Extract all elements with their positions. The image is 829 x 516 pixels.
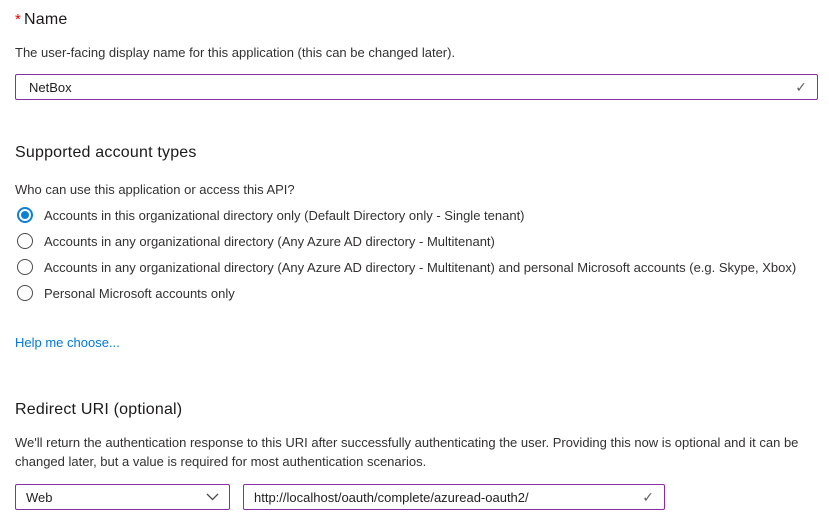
account-type-option-multitenant[interactable] [15, 233, 818, 249]
redirect-uri-title: Redirect URI (optional) [15, 401, 183, 418]
required-asterisk: * [15, 11, 22, 28]
account-type-option-personal-only[interactable] [15, 285, 818, 301]
redirect-uri-input[interactable] [243, 484, 665, 510]
account-type-option-multitenant-personal[interactable] [15, 259, 818, 275]
redirect-uri-description: We'll return the authentication response to this URI after successfully authenticating the user. Providing this now is optional and it can be changed later, but a value is required for most authentication scenarios. [15, 435, 799, 469]
name-description: The user-facing display name for this application (this can be changed later). [15, 45, 456, 60]
redirect-uri-controls [15, 484, 818, 510]
chevron-down-icon [206, 493, 219, 501]
account-type-option-single-tenant[interactable] [15, 207, 818, 223]
account-type-option-label: Accounts in any organizational directory (Any Azure AD directory - Multitenant) and personal Microsoft accounts (e.g. Skype, Xbox) [44, 259, 797, 275]
radio-button-icon[interactable] [17, 207, 33, 223]
account-types-title: Supported account types [15, 144, 197, 161]
name-section-title [15, 10, 818, 30]
platform-select-value: Web [26, 489, 53, 505]
redirect-uri-input-value[interactable]: http://localhost/oauth/complete/azuread-oauth2/ [254, 489, 529, 505]
account-types-radio-group [15, 207, 818, 301]
valid-checkmark-icon: ✓ [642, 489, 654, 505]
valid-checkmark-icon: ✓ [795, 79, 807, 95]
account-type-option-label: Accounts in this organizational directory only (Default Directory only - Single tenant) [44, 207, 525, 223]
name-input[interactable] [15, 74, 818, 100]
name-title-text: Name [24, 11, 68, 28]
radio-button-icon[interactable] [17, 233, 33, 249]
radio-button-icon[interactable] [17, 285, 33, 301]
account-types-question: Who can use this application or access this API? [15, 182, 295, 197]
platform-select[interactable] [15, 484, 230, 510]
radio-button-icon[interactable] [17, 259, 33, 275]
account-type-option-label: Accounts in any organizational directory (Any Azure AD directory - Multitenant) [44, 233, 495, 249]
account-type-option-label: Personal Microsoft accounts only [44, 285, 235, 301]
name-input-value[interactable]: NetBox [29, 79, 72, 95]
help-me-choose-link[interactable]: Help me choose... [15, 335, 120, 350]
